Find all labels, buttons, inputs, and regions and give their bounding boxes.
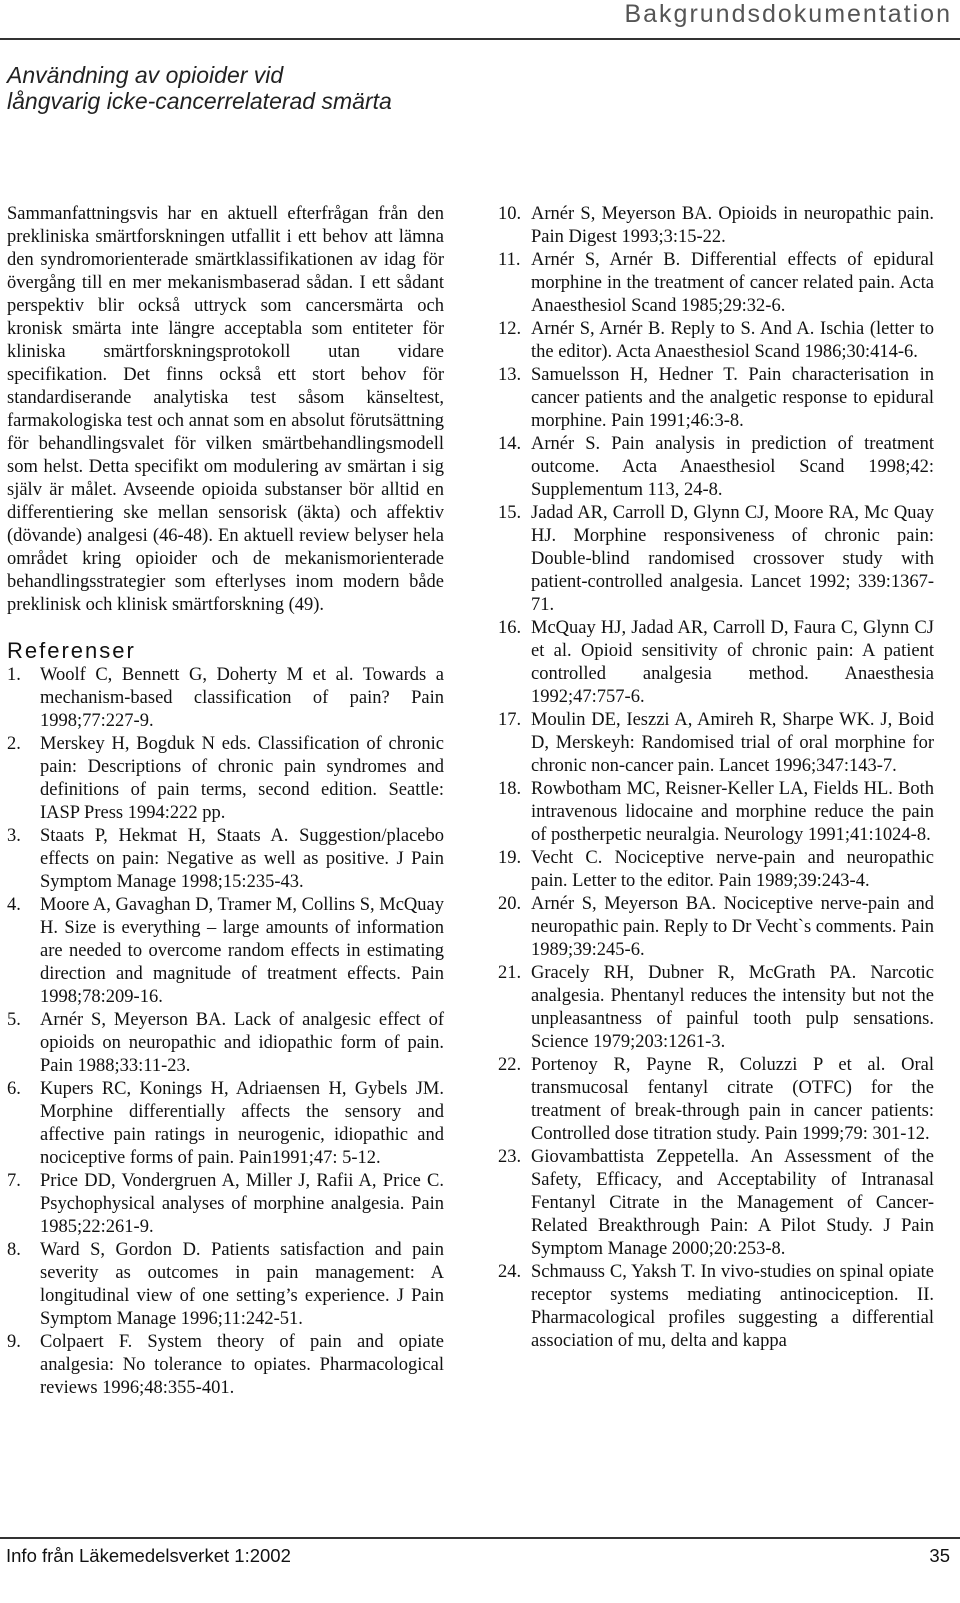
reference-item [498, 617, 934, 709]
reference-number: 6. [7, 1079, 21, 1099]
reference-item [7, 733, 444, 825]
reference-number: 3. [7, 826, 21, 846]
reference-text: Vecht C. Nociceptive nerve-pain and neuropathic pain. Letter to the editor. Pain 1989;39:243-4. [531, 848, 934, 891]
reference-text: Merskey H, Bogduk N eds. Classification of chronic pain: Descriptions of chronic pain syndromes and definitions of pain terms, second edition. Seattle: IASP Press 1994:222 pp. [40, 734, 444, 823]
reference-number: 18. [498, 779, 522, 799]
reference-number: 24. [498, 1262, 522, 1282]
reference-number: 23. [498, 1147, 522, 1167]
reference-item [498, 709, 934, 778]
reference-list-right [498, 203, 934, 1353]
reference-item [7, 894, 444, 1009]
reference-number: 20. [498, 894, 522, 914]
reference-text: Staats P, Hekmat H, Staats A. Suggestion/placebo effects on pain: Negative as well as positive. J Pain Symptom Manage 1998;15:235-43. [40, 826, 444, 892]
reference-number: 21. [498, 963, 522, 983]
reference-item [7, 664, 444, 733]
reference-number: 15. [498, 503, 522, 523]
right-column [498, 203, 934, 1353]
reference-number: 19. [498, 848, 522, 868]
reference-text: Moulin DE, Ieszzi A, Amireh R, Sharpe WK. J, Boid D, Merskeyh: Randomised trial of oral morphine for chronic non-cancer pain. Lancet 1996;347:143-7. [531, 710, 934, 776]
reference-text: Jadad AR, Carroll D, Glynn CJ, Moore RA, Mc Quay HJ. Morphine responsiveness of chronic pain: Double-blind randomised crossover study with patient-controlled analgesia. Lancet 1992; 339:1367-71. [531, 503, 934, 615]
reference-item [498, 433, 934, 502]
reference-item [7, 1331, 444, 1400]
page-number: 35 [929, 1545, 950, 1566]
reference-number: 7. [7, 1171, 21, 1191]
reference-item [7, 1239, 444, 1331]
section-header: Bakgrundsdokumentation [624, 0, 952, 28]
reference-number: 11. [498, 250, 521, 270]
reference-list-left [7, 664, 444, 1400]
reference-item [498, 1261, 934, 1353]
reference-text: Schmauss C, Yaksh T. In vivo-studies on spinal opiate receptor systems mediating antinociception. II. Pharmacological profiles suggesting a differential association of mu, delta and kappa [531, 1262, 934, 1351]
reference-number: 4. [7, 895, 21, 915]
reference-number: 10. [498, 204, 522, 224]
reference-text: Arnér S. Pain analysis in prediction of treatment outcome. Acta Anaesthesiol Scand 1998;42: Supplementum 113, 24-8. [531, 434, 934, 500]
reference-number: 2. [7, 734, 21, 754]
footer-divider [0, 1537, 960, 1539]
reference-number: 5. [7, 1010, 21, 1030]
reference-item [498, 364, 934, 433]
reference-text: Rowbotham MC, Reisner-Keller LA, Fields HL. Both intravenous lidocaine and morphine reduce the pain of postherpetic neuralgia. Neurology 1991;41:1024-8. [531, 779, 934, 845]
header-divider [0, 38, 960, 40]
reference-text: Arnér S, Meyerson BA. Nociceptive nerve-pain and neuropathic pain. Reply to Dr Vecht`s comments. Pain 1989;39:245-6. [531, 894, 934, 960]
reference-item [7, 1170, 444, 1239]
reference-item [498, 502, 934, 617]
reference-number: 12. [498, 319, 522, 339]
footer-publication: Info från Läkemedelsverket 1:2002 [6, 1545, 291, 1566]
reference-item [7, 1009, 444, 1078]
reference-item [498, 1054, 934, 1146]
reference-item [498, 203, 934, 249]
references-heading: Referenser [7, 638, 136, 663]
reference-item [498, 318, 934, 364]
reference-number: 22. [498, 1055, 522, 1075]
document-title [7, 62, 487, 114]
reference-text: Price DD, Vondergruen A, Miller J, Rafii A, Price C. Psychophysical analyses of morphine analgesia. Pain 1985;22:261-9. [40, 1171, 444, 1237]
reference-text: McQuay HJ, Jadad AR, Carroll D, Faura C, Glynn CJ et al. Opioid sensitivity of chronic pain: A patient controlled analgesia method. Anaesthesia 1992;47:757-6. [531, 618, 934, 707]
reference-number: 8. [7, 1240, 21, 1260]
reference-number: 1. [7, 665, 21, 685]
reference-text: Arnér S, Arnér B. Reply to S. And A. Ischia (letter to the editor). Acta Anaesthesiol Scand 1986;30:414-6. [531, 319, 934, 362]
left-column [7, 203, 444, 1400]
reference-item [498, 962, 934, 1054]
reference-text: Arnér S, Arnér B. Differential effects of epidural morphine in the treatment of cancer related pain. Acta Anaesthesiol Scand 1985;29:32-6. [531, 250, 934, 316]
reference-text: Samuelsson H, Hedner T. Pain characterisation in cancer patients and the analgetic response to epidural morphine. Pain 1991;46:3-8. [531, 365, 934, 431]
reference-text: Portenoy R, Payne R, Coluzzi P et al. Oral transmucosal fentanyl citrate (OTFC) for the treatment of break-through pain in cancer patients: Controlled dose titration study. Pain 1999;79: 301-12. [531, 1055, 934, 1144]
reference-text: Colpaert F. System theory of pain and opiate analgesia: No tolerance to opiates. Pharmacological reviews 1996;48:355-401. [40, 1332, 444, 1398]
reference-text: Woolf C, Bennett G, Doherty M et al. Towards a mechanism-based classification of pain? Pain 1998;77:227-9. [40, 665, 444, 731]
reference-text: Gracely RH, Dubner R, McGrath PA. Narcotic analgesia. Phentanyl reduces the intensity but not the unpleasantness of painful tooth pulp sensations. Science 1979;203:1261-3. [531, 963, 934, 1052]
reference-item [7, 825, 444, 894]
body-paragraph: Sammanfattningsvis har en aktuell efterfrågan från den prekliniska smärtforskningen utfallit i ett behov att lämna den syndromorienterade smärtklassifikationen av idag för övergång till en mer mekanismbaserad sådan. I ett sådant perspektiv blir också uttryck som cancersmärta och kronisk smärta inte längre acceptabla som entiteter för kliniska smärtforskningsprotokoll utan vidare specifikation. Det finns också ett stort behov för standardiserande analytiska test såsom känseltest, farmakologiska test och annat som en absolut förutsättning för behandlingsvalet för vilken smärtbehandlingsmodell som helst. Detta specifikt om modulering av smärtan i sig själv är målet. Avseende opioida substanser bör alltid en differentiering ske mellan sensorisk (äkta) och affektiv (dövande) analgesi (46-48). En aktuell review belyser hela området kring opioider och de mekanismorienterade behandlingsstrategier som efterlyses inom modern både preklinisk och klinisk smärtforskning (49). [7, 204, 444, 615]
reference-text: Arnér S, Meyerson BA. Opioids in neuropathic pain. Pain Digest 1993;3:15-22. [531, 204, 934, 247]
reference-item [498, 249, 934, 318]
document-title-line-1: Användning av opioider vid [7, 62, 284, 88]
reference-item [7, 1078, 444, 1170]
reference-item [498, 893, 934, 962]
document-title-line-2: långvarig icke-cancerrelaterad smärta [7, 88, 392, 114]
reference-item [498, 778, 934, 847]
reference-number: 16. [498, 618, 522, 638]
reference-number: 14. [498, 434, 522, 454]
reference-text: Moore A, Gavaghan D, Tramer M, Collins S, McQuay H. Size is everything – large amounts of information are needed to overcome random effects in estimating direction and magnitude of treatment effects. Pain 1998;78:209-16. [40, 895, 444, 1007]
reference-text: Ward S, Gordon D. Patients satisfaction and pain severity as outcomes in pain management: A longitudinal view of one setting’s experience. J Pain Symptom Manage 1996;11:242-51. [40, 1240, 444, 1329]
reference-item [498, 847, 934, 893]
reference-number: 9. [7, 1332, 21, 1352]
reference-text: Kupers RC, Konings H, Adriaensen H, Gybels JM. Morphine differentially affects the sensory and affective pain ratings in neurogenic, idiopathic and nociceptive forms of pain. Pain1991;47: 5-12. [40, 1079, 444, 1168]
reference-text: Arnér S, Meyerson BA. Lack of analgesic effect of opioids on neuropathic and idiopathic form of pain. Pain 1988;33:11-23. [40, 1010, 444, 1076]
reference-item [498, 1146, 934, 1261]
reference-text: Giovambattista Zeppetella. An Assessment of the Safety, Efficacy, and Acceptability of Intranasal Fentanyl Citrate in the Management of Cancer-Related Breakthrough Pain: A Pilot Study. J Pain Symptom Manage 2000;20:253-8. [531, 1147, 934, 1259]
reference-number: 13. [498, 365, 522, 385]
reference-number: 17. [498, 710, 522, 730]
